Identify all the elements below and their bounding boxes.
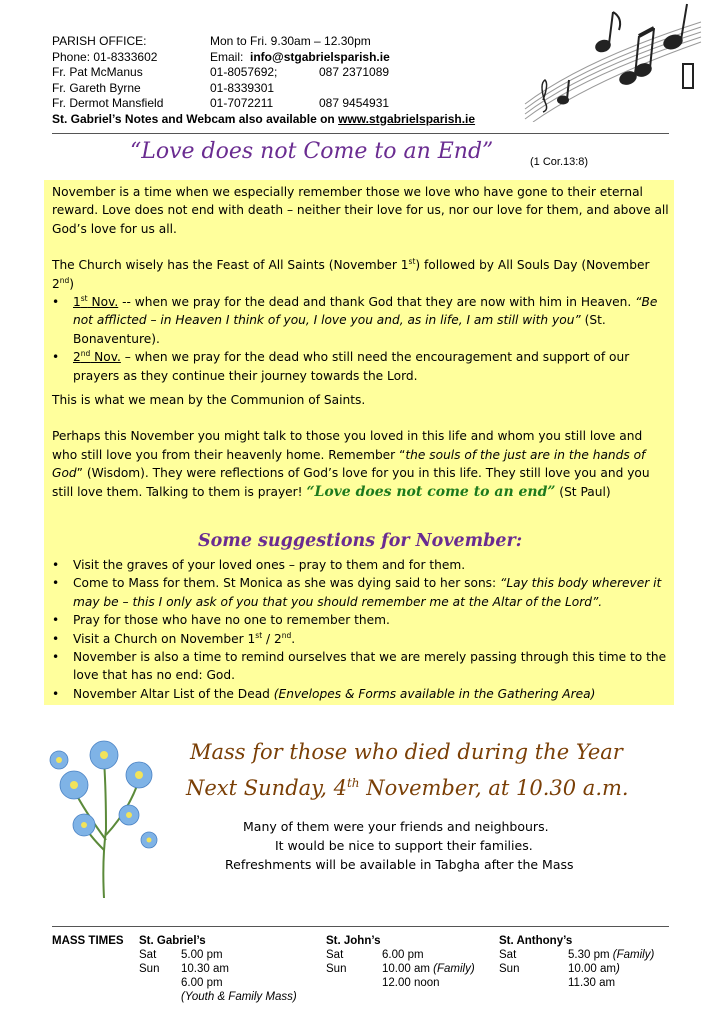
notes-text: St. Gabriel’s Notes and Webcam also available on [52, 111, 335, 126]
item-note: (Envelopes & Forms available in the Gathering Area) [273, 686, 596, 701]
church-name: St. Gabriel’s [139, 935, 206, 947]
communion-paragraph: This is what we mean by the Communion of Saints. [52, 393, 366, 408]
day: Sat [326, 949, 344, 961]
mass-note: (Family) [433, 963, 475, 975]
item-text: – when we pray for the dead who still need the encouragement and support of our prayers as they continue their journey towards the Lord. [73, 350, 630, 383]
paren: ) [615, 963, 620, 975]
list-item [52, 630, 670, 648]
priest-phone: 01-8339301 [210, 80, 275, 95]
list-item [52, 685, 670, 703]
office-phone: Phone: 01-8333602 [52, 49, 158, 64]
list-item: • Visit the graves of your loved ones – pray to them and for them. [52, 556, 670, 574]
mass-note: It would be nice to support their families. [275, 838, 533, 853]
forget-me-not-flower-icon [44, 730, 169, 900]
time: 5.30 pm [568, 949, 610, 961]
mass-note: (Family) [612, 949, 655, 961]
office-label: PARISH OFFICE: [52, 34, 147, 48]
time: 12.00 noon [382, 977, 440, 989]
church-name: St. John’s [326, 935, 381, 947]
email-label: Email: [210, 49, 244, 64]
priest-mobile: 087 2371089 [319, 65, 390, 79]
label: Nov. [90, 350, 121, 365]
day: Sat [499, 949, 517, 961]
music-notes-icon [523, 0, 703, 122]
text: ” (Wisdom). They were reflections of God’s love for you in this life. They still love you and you still love them. Talking to them is prayer! [52, 466, 650, 499]
title-citation: (1 Cor.13:8) [530, 156, 589, 168]
parish-office-block [52, 34, 532, 127]
feasts-text: ) [69, 276, 75, 291]
item-text: / 2 [262, 631, 282, 646]
reflection-text [52, 183, 670, 501]
suggestions-heading: Some suggestions for November: [198, 531, 523, 551]
phone-email-row [52, 50, 532, 66]
mass-heading: Mass for those who died during the Year [190, 740, 623, 764]
priest-row [52, 81, 532, 97]
love-quote: “Love does not come to an end” [306, 483, 556, 500]
item-text: Visit a Church on November 1 [73, 631, 256, 646]
day: 1 [73, 295, 81, 310]
priest-name: Fr. Pat McManus [52, 65, 143, 79]
day: Sun [326, 963, 347, 975]
sup: nd [80, 349, 91, 359]
item-text: -- when we pray for the dead and thank God that they are now with him in Heaven. [118, 295, 636, 310]
feasts-paragraph [52, 256, 670, 293]
email-address[interactable]: info@stgabrielsparish.ie [250, 49, 390, 64]
time [568, 963, 620, 975]
text: (St Paul) [555, 484, 611, 499]
day: Sun [139, 963, 160, 975]
priest-row [52, 96, 532, 112]
time: 6.00 pm [382, 949, 424, 961]
monica-quote: “Lay this body wherever it may be – this I only ask of you that you should remember me at the Altar of the Lord”. [73, 576, 662, 609]
time: 5.00 pm [181, 949, 223, 961]
mass-times-label: MASS TIMES [52, 935, 124, 947]
nov1-label [73, 295, 118, 309]
sup: nd [281, 630, 292, 640]
day: Sun [499, 963, 520, 975]
item-text: November Altar List of the Dead [73, 686, 274, 701]
time: 11.30 am [568, 977, 616, 989]
item-text: (St. Bonaventure). [73, 313, 606, 346]
date-text: November, at 10.30 a.m. [359, 776, 629, 800]
bonaventure-quote: “Be not afflicted – in Heaven I think of you, I love you and, as in life, I am still with you” [73, 295, 658, 328]
item-text: . [291, 631, 296, 646]
priest-phone: 01-8057692; [210, 65, 278, 79]
page-title: “Love does not Come to an End” [130, 139, 494, 164]
feasts-text: The Church wisely has the Feast of All Saints (November 1 [52, 258, 409, 273]
time: 10.00 am [382, 963, 430, 975]
day: Sat [139, 949, 157, 961]
time-text: 10.00 am [568, 963, 616, 975]
suggestions-list [52, 556, 670, 703]
list-item [52, 574, 670, 611]
mass-note: Many of them were your friends and neighbours. [243, 819, 549, 834]
list-item [52, 348, 670, 385]
sup: st [255, 630, 263, 640]
intro-paragraph: November is a time when we especially remember those we love who have gone to their eternal reward. Love does not end with death – neither their love for us, nor our love for them, and above all God’s love for us all. [52, 185, 669, 236]
time: 6.00 pm [181, 977, 223, 989]
sup: st [80, 293, 88, 303]
priest-name: Fr. Gareth Byrne [52, 80, 141, 95]
sup: nd [59, 275, 70, 285]
mass-note: (Youth & Family Mass) [181, 991, 297, 1003]
list-item: • November is also a time to remind ourselves that we are merely passing through this time to the love that has no end: God. [52, 648, 670, 685]
priest-phone: 01-7072211 [210, 96, 274, 110]
webcam-notes [52, 112, 532, 128]
church-name: St. Anthony’s [499, 935, 573, 947]
mass-date [186, 776, 629, 800]
label: Nov. [87, 295, 119, 310]
date-text: Next Sunday, 4 [186, 776, 347, 800]
mass-times-divider [52, 926, 669, 927]
office-hours: Mon to Fri. 9.30am – 12.30pm [210, 34, 371, 48]
priest-mobile: 087 9454931 [319, 96, 390, 110]
day: 2 [73, 350, 81, 365]
mass-note: Refreshments will be available in Tabgha after the Mass [225, 857, 574, 872]
nov2-label [73, 350, 121, 364]
time-with-note [568, 949, 654, 961]
website-link[interactable]: www.stgabrielsparish.ie [338, 111, 476, 126]
feasts-text: ) followed by All Souls Day (November 2 [52, 258, 650, 291]
priest-row [52, 65, 532, 81]
list-item: • Pray for those who have no one to remember them. [52, 611, 670, 629]
item-text: Come to Mass for them. St Monica as she was dying said to her sons: [73, 576, 501, 591]
priest-name: Fr. Dermot Mansfield [52, 96, 164, 110]
time: 10.30 am [181, 963, 229, 975]
office-hours-row [52, 34, 532, 50]
wisdom-quote: the souls of the just are in the hands of God [52, 447, 646, 481]
time-with-note [382, 963, 475, 975]
sup: st [408, 257, 416, 267]
talk-paragraph [52, 427, 670, 501]
text: Perhaps this November you might talk to those you loved in this life and whom you still love and who still love you from their heavenly home. Remember “ [52, 429, 643, 462]
header-divider [52, 133, 669, 134]
sup: th [346, 776, 360, 790]
list-item [52, 293, 670, 348]
